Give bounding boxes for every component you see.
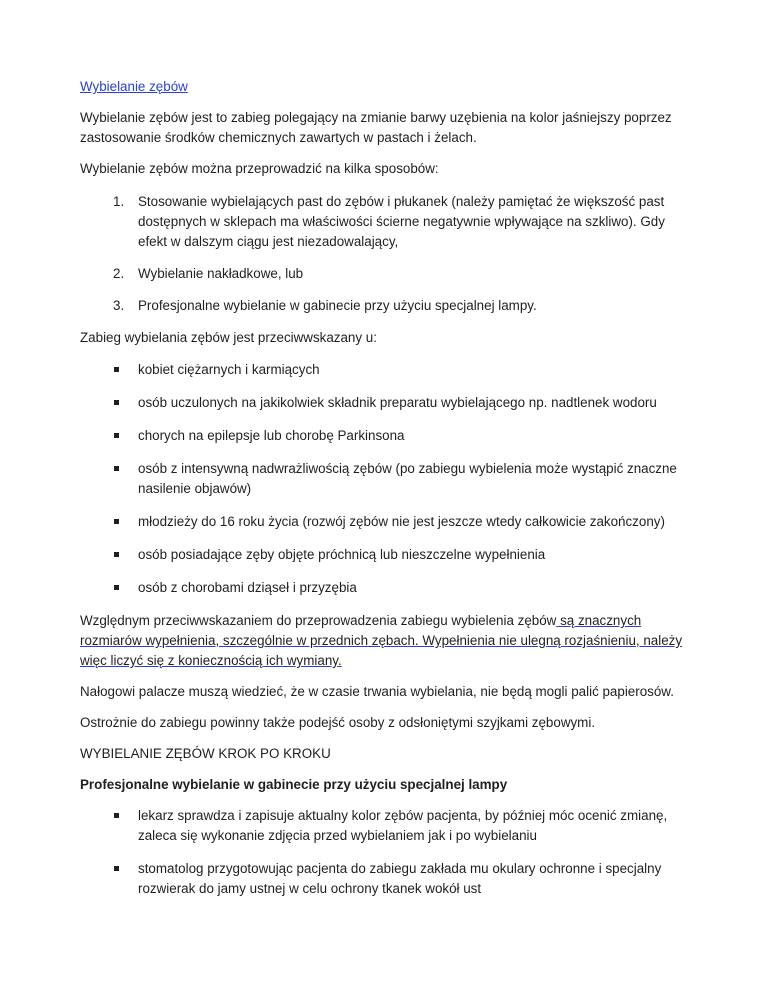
bullet-square-icon [114, 433, 119, 438]
list-item-text: stomatolog przygotowując pacjenta do zabiegu zakłada mu okulary ochronne i specjalny rozwierak do jamy ustnej w celu ochrony tkanek wokół ust [138, 861, 662, 896]
list-item [80, 859, 690, 899]
list-item-text: kobiet ciężarnych i karmiących [138, 362, 320, 377]
list-item-text: osób z intensywną nadwrażliwością zębów (po zabiegu wybielenia może wystąpić znaczne nasilenie objawów) [138, 461, 677, 496]
caution-paragraph: Ostrożnie do zabiegu powinny także podejść osoby z odsłoniętymi szyjkami zębowymi. [80, 715, 596, 730]
contra-intro: Zabieg wybielania zębów jest przeciwwskazany u: [80, 330, 377, 345]
list-number: 3. [113, 298, 125, 313]
list-item-text: lekarz sprawdza i zapisuje aktualny kolor zębów pacjenta, by później móc ocenić zmianę, zaleca się wykonanie zdjęcia przed wybielaniem jak i po wybielaniu [138, 808, 668, 843]
contraindications-list [80, 360, 690, 598]
bullet-square-icon [114, 866, 119, 871]
list-item-text: chorych na epilepsje lub chorobę Parkinsona [138, 428, 405, 443]
list-item [80, 192, 690, 252]
list-item-text: Stosowanie wybielających past do zębów i płukanek (należy pamiętać że większość past dostępnych w sklepach ma właściwości ścierne negatywnie wpływające na szkliwo). Gdy efekt w dalszym ciągu jest niezadowalający, [138, 194, 665, 249]
list-item-text: osób z chorobami dziąseł i przyzębia [138, 580, 357, 595]
list-item [80, 806, 690, 846]
document-page [80, 77, 690, 912]
list-item [80, 296, 690, 316]
list-item [80, 360, 690, 380]
relative-contra-text-b: są znacznych rozmiarów wypełnienia, szczególnie w przednich zębach. Wypełnienia nie ulegną rozjaśnieniu, należy więc liczyć się z koniecznością ich wymiany. [80, 613, 683, 668]
list-item [80, 426, 690, 446]
list-item [80, 459, 690, 499]
bullet-square-icon [114, 400, 119, 405]
methods-intro: Wybielanie zębów można przeprowadzić na kilka sposobów: [80, 161, 439, 176]
relative-contra-paragraph [80, 611, 690, 671]
relative-contra-text-a: Względnym przeciwwskazaniem do przeprowadzenia zabiegu wybielenia zębów [80, 613, 557, 628]
bullet-square-icon [114, 466, 119, 471]
list-item [80, 578, 690, 598]
pro-steps-list [80, 806, 690, 899]
intro-paragraph: Wybielanie zębów jest to zabieg polegający na zmianie barwy uzębienia na kolor jaśniejszy poprzez zastosowanie środków chemicznych zawartych w pastach i żelach. [80, 110, 672, 145]
section-heading: WYBIELANIE ZĘBÓW KROK PO KROKU [80, 746, 331, 761]
bullet-square-icon [114, 552, 119, 557]
list-item [80, 512, 690, 532]
list-item-text: Wybielanie nakładkowe, lub [138, 266, 304, 281]
list-number: 2. [113, 266, 125, 281]
bullet-square-icon [114, 813, 119, 818]
list-item-text: młodzieży do 16 roku życia (rozwój zębów nie jest jeszcze wtedy całkowicie zakończony) [138, 514, 665, 529]
smokers-paragraph: Nałogowi palacze muszą wiedzieć, że w czasie trwania wybielania, nie będą mogli palić papierosów. [80, 684, 674, 699]
bullet-square-icon [114, 519, 119, 524]
list-item [80, 264, 690, 284]
list-item-text: Profesjonalne wybielanie w gabinecie przy użyciu specjalnej lampy. [138, 298, 537, 313]
pro-heading: Profesjonalne wybielanie w gabinecie przy użyciu specjalnej lampy [80, 777, 508, 792]
list-item [80, 393, 690, 413]
bullet-square-icon [114, 585, 119, 590]
list-item-text: osób uczulonych na jakikolwiek składnik preparatu wybielającego np. nadtlenek wodoru [138, 395, 657, 410]
list-number: 1. [113, 194, 125, 209]
methods-list [80, 192, 690, 316]
list-item-text: osób posiadające zęby objęte próchnicą lub nieszczelne wypełnienia [138, 547, 546, 562]
bullet-square-icon [114, 367, 119, 372]
title-link[interactable]: Wybielanie zębów [80, 79, 188, 94]
list-item [80, 545, 690, 565]
